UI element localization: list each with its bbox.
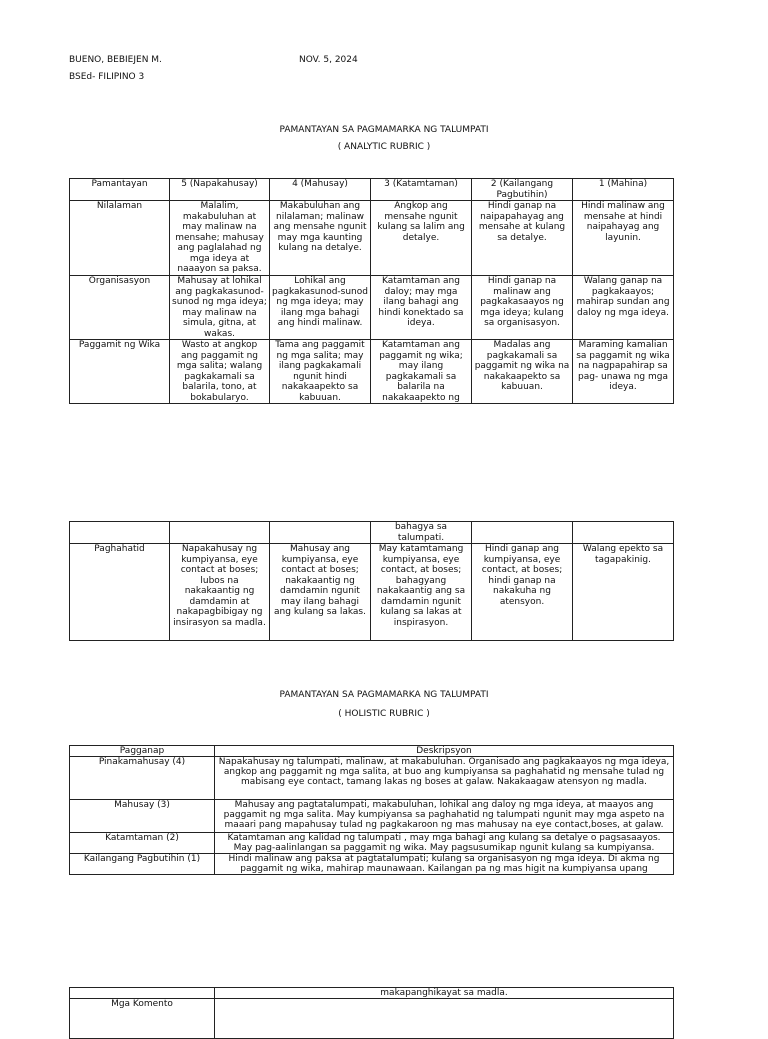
table-cell — [170, 522, 270, 544]
table-row — [70, 201, 674, 276]
table-row — [70, 833, 674, 854]
comments-row — [70, 999, 674, 1039]
criterion-cell: Nilalaman — [70, 201, 170, 276]
analytic-header-row — [70, 179, 674, 201]
table-cell: Mahusay at lohikal ang pagkakasunod-sunod ng mga ideya; may malinaw na simula, gitna, at wakas. — [170, 276, 270, 340]
description-cell: Napakahusay ng talumpati, malinaw, at makabuluhan. Organisado ang pagkakaayos ng mga ideya, angkop ang paggamit ng mga salita, at buo ang kumpiyansa sa paghahatid ng mensahe tulad ng mabisang eye contact, tamang lakas ng boses at galaw. Nakakaagaw atensyon ng madla. — [215, 757, 674, 800]
table-cell: Maraming kamalian sa paggamit ng wika na nagpapahirap sa pag- unawa ng mga ideya. — [573, 340, 674, 404]
table-cell — [573, 522, 674, 544]
description-cell: Katamtaman ang kalidad ng talumpati , may mga bahagi ang kulang sa detalye o pagsasaayos. May pag-aalinlangan sa paggamit ng wika. May pagsusumikap ngunit kulang sa kumpiyansa. — [215, 833, 674, 854]
header-cell: Pagganap — [70, 746, 215, 757]
table-row — [70, 757, 674, 800]
header-cell: 1 (Mahina) — [573, 179, 674, 201]
criterion-cell: Paggamit ng Wika — [70, 340, 170, 404]
table-cell: May katamtamang kumpiyansa, eye contact, at boses; bahagyang nakakaantig ang sa damdamin ngunit kulang sa lakas at inspirasyon. — [371, 544, 472, 641]
analytic-rubric-table — [69, 178, 674, 404]
table-cell: Katamtaman ang paggamit ng wika; may ilang pagkakamali sa balarila na nakakaapekto ng — [371, 340, 472, 404]
analytic-subtitle: ( ANALYTIC RUBRIC ) — [337, 142, 431, 152]
criterion-cell: Organisasyon — [70, 276, 170, 340]
comments-field[interactable] — [215, 999, 674, 1039]
table-cell — [472, 522, 573, 544]
analytic-title: PAMANTAYAN SA PAGMAMARKA NG TALUMPATI — [279, 125, 489, 135]
table-cell: Hindi ganap na naipapahayag ang mensahe at kulang sa detalye. — [472, 201, 573, 276]
description-cell: Hindi malinaw ang paksa at pagtatalumpati; kulang sa organisasyon ng mga ideya. Di akma ng paggamit ng wika, mahirap maunawaan. Kailangan pa ng mas higit na kumpiyansa upang — [215, 854, 674, 875]
criterion-cell: Paghahatid — [70, 544, 170, 641]
table-cell: Hindi ganap ang kumpiyansa, eye contact, at boses; hindi ganap na nakakuha ng atensyon. — [472, 544, 573, 641]
table-row — [70, 854, 674, 875]
table-cell: bahagya sa talumpati. — [371, 522, 472, 544]
table-row — [70, 340, 674, 404]
header-cell: 2 (Kailangang Pagbutihin) — [472, 179, 573, 201]
level-cell: Katamtaman (2) — [70, 833, 215, 854]
level-cell — [70, 988, 215, 999]
table-cell: Walang ganap na pagkakaayos; mahirap sundan ang daloy ng mga ideya. — [573, 276, 674, 340]
holistic-rubric-table-continued — [69, 987, 674, 1039]
table-row — [70, 988, 674, 999]
analytic-rubric-table-continued — [69, 521, 674, 641]
table-cell: Walang epekto sa tagapakinig. — [573, 544, 674, 641]
table-cell: Malalim, makabuluhan at may malinaw na mensahe; mahusay ang paglalahad ng mga ideya at naaayon sa paksa. — [170, 201, 270, 276]
table-row — [70, 544, 674, 641]
header-cell: Deskripsyon — [215, 746, 674, 757]
header-cell: 5 (Napakahusay) — [170, 179, 270, 201]
comments-label: Mga Komento — [70, 999, 215, 1039]
table-cell: Napakahusay ng kumpiyansa, eye contact at boses; lubos na nakakaantig ng damdamin at nakapagbibigay ng insirasyon sa madla. — [170, 544, 270, 641]
header-cell: 3 (Katamtaman) — [371, 179, 472, 201]
table-cell: Hindi ganap na malinaw ang pagkakasaayos ng mga ideya; kulang sa organisasyon. — [472, 276, 573, 340]
table-cell: Wasto at angkop ang paggamit ng mga salita; walang pagkakamali sa balarila, tono, at bokabularyo. — [170, 340, 270, 404]
table-cell — [70, 522, 170, 544]
table-cell: Mahusay ang kumpiyansa, eye contact at boses; nakakaantig ng damdamin ngunit may ilang bahagi ang kulang sa lakas. — [270, 544, 371, 641]
table-cell: Makabuluhan ang nilalaman; malinaw ang mensahe ngunit may mga kaunting kulang na detalye. — [270, 201, 371, 276]
table-cell: Lohikal ang pagkakasunod-sunod ng mga ideya; may ilang mga bahagi ang hindi malinaw. — [270, 276, 371, 340]
table-cell: Madalas ang pagkakamali sa paggamit ng wika na nakakaapekto sa kabuuan. — [472, 340, 573, 404]
table-row — [70, 800, 674, 833]
table-row — [70, 522, 674, 544]
student-name: BUENO, BEBIEJEN M. — [69, 55, 162, 65]
description-cell: makapanghikayat sa madla. — [215, 988, 674, 999]
holistic-title: PAMANTAYAN SA PAGMAMARKA NG TALUMPATI — [279, 690, 489, 700]
student-course: BSEd- FILIPINO 3 — [69, 72, 145, 82]
holistic-header-row — [70, 746, 674, 757]
table-cell: Katamtaman ang daloy; may mga ilang bahagi ang hindi konektado sa ideya. — [371, 276, 472, 340]
table-cell: Angkop ang mensahe ngunit kulang sa lalim ang detalye. — [371, 201, 472, 276]
level-cell: Mahusay (3) — [70, 800, 215, 833]
holistic-rubric-table — [69, 745, 674, 875]
document-date: NOV. 5, 2024 — [299, 55, 358, 65]
holistic-subtitle: ( HOLISTIC RUBRIC ) — [338, 709, 430, 719]
level-cell: Pinakamahusay (4) — [70, 757, 215, 800]
table-cell: Hindi malinaw ang mensahe at hindi naipahayag ang layunin. — [573, 201, 674, 276]
header-cell: 4 (Mahusay) — [270, 179, 371, 201]
description-cell: Mahusay ang pagtatalumpati, makabuluhan, lohikal ang daloy ng mga ideya, at maayos ang paggamit ng mga salita. May kumpiyansa sa paghahatid ng talumpati ngunit may mga aspeto na maaari pang mapahusay tulad ng pagkakaroon ng mas mahusay na eye contact,boses, at galaw. — [215, 800, 674, 833]
header-cell: Pamantayan — [70, 179, 170, 201]
table-cell: Tama ang paggamit ng mga salita; may ilang pagkakamali ngunit hindi nakakaapekto sa kabuuan. — [270, 340, 371, 404]
table-row — [70, 276, 674, 340]
level-cell: Kailangang Pagbutihin (1) — [70, 854, 215, 875]
table-cell — [270, 522, 371, 544]
